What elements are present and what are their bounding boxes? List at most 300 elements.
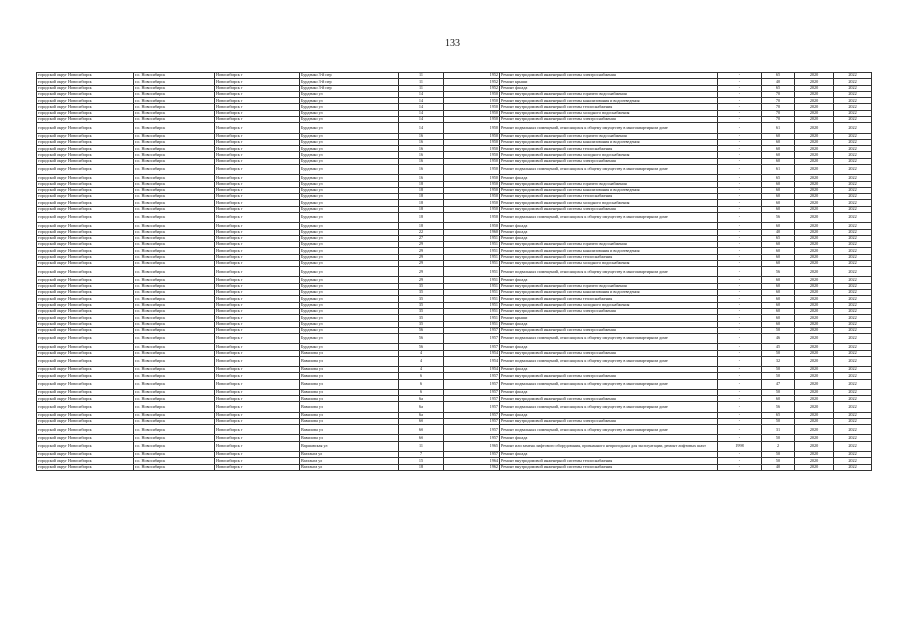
cell-work-type: Ремонт внутридомовой инженерной системы теплоснабжения	[500, 104, 718, 110]
cell-locality: Новосибирск г	[215, 334, 300, 344]
cell-locality: Новосибирск г	[215, 327, 300, 333]
cell-settlement: г.о. Новосибирск	[134, 441, 215, 451]
cell-quantity: -	[718, 321, 762, 327]
cell-district: городской округ Новосибирск	[37, 425, 134, 435]
cell-house: 14	[399, 123, 444, 133]
cell-locality: Новосибирск г	[215, 152, 300, 158]
cell-work-type: Ремонт внутридомовой инженерной системы горячего водоснабжения	[500, 283, 718, 289]
cell-locality: Новосибирск г	[215, 451, 300, 457]
cell-district: городской округ Новосибирск	[37, 91, 134, 97]
cell-district: городской округ Новосибирск	[37, 146, 134, 152]
cell-district: городской округ Новосибирск	[37, 302, 134, 308]
cell-street: Бурденко ул	[300, 200, 399, 206]
cell-year-end: 2022	[834, 344, 872, 350]
cell-district: городской округ Новосибирск	[37, 277, 134, 283]
cell-settlement: г.о. Новосибирск	[134, 458, 215, 464]
cell-street: Бурденко ул	[300, 277, 399, 283]
cell-work-type: Ремонт крыши	[500, 79, 718, 85]
capital-repair-table	[36, 72, 872, 471]
cell-year: 1952	[444, 85, 500, 91]
cell-year-end: 2022	[834, 367, 872, 373]
cell-year: 1950	[444, 133, 500, 139]
cell-quantity: -	[718, 133, 762, 139]
cell-locality: Новосибирск г	[215, 441, 300, 451]
cell-year: 1954	[444, 356, 500, 366]
cell-quantity: -	[718, 175, 762, 181]
cell-locality: Новосибирск г	[215, 458, 300, 464]
cell-cost: 65	[762, 412, 795, 418]
cell-district: городской округ Новосибирск	[37, 356, 134, 366]
cell-year: 1951	[444, 283, 500, 289]
cell-house: 4	[399, 367, 444, 373]
cell-settlement: г.о. Новосибирск	[134, 146, 215, 152]
cell-house: 6б	[399, 435, 444, 441]
cell-cost: 60	[762, 133, 795, 139]
cell-quantity: -	[718, 181, 762, 187]
cell-quantity: -	[718, 73, 762, 79]
cell-year-start: 2020	[795, 223, 834, 229]
cell-quantity: -	[718, 104, 762, 110]
cell-settlement: г.о. Новосибирск	[134, 133, 215, 139]
cell-house: 6	[399, 389, 444, 395]
cell-street: Вавилова ул	[300, 389, 399, 395]
cell-cost: 50	[762, 367, 795, 373]
cell-work-type: Ремонт фасада	[500, 367, 718, 373]
cell-settlement: г.о. Новосибирск	[134, 396, 215, 402]
cell-locality: Новосибирск г	[215, 418, 300, 424]
cell-quantity: -	[718, 308, 762, 314]
cell-year-start: 2020	[795, 308, 834, 314]
cell-cost: 60	[762, 146, 795, 152]
cell-year: 1950	[444, 187, 500, 193]
cell-cost: 70	[762, 110, 795, 116]
cell-quantity: -	[718, 373, 762, 379]
cell-street: Бурденко ул	[300, 194, 399, 200]
cell-quantity: -	[718, 194, 762, 200]
cell-year-start: 2020	[795, 85, 834, 91]
cell-year-end: 2022	[834, 302, 872, 308]
cell-locality: Новосибирск г	[215, 158, 300, 164]
cell-work-type: Ремонт подвальных помещений, относящихся к общему имуществу в многоквартирном доме	[500, 356, 718, 366]
cell-quantity: -	[718, 248, 762, 254]
cell-settlement: г.о. Новосибирск	[134, 181, 215, 187]
cell-house: 35	[399, 283, 444, 289]
cell-cost: 56	[762, 267, 795, 277]
cell-street: Бурденко ул	[300, 187, 399, 193]
cell-locality: Новосибирск г	[215, 379, 300, 389]
cell-settlement: г.о. Новосибирск	[134, 139, 215, 145]
cell-street: Бурденко ул	[300, 175, 399, 181]
cell-year: 1957	[444, 334, 500, 344]
cell-district: городской округ Новосибирск	[37, 117, 134, 123]
cell-street: Бурденко ул	[300, 315, 399, 321]
table-row	[37, 165, 872, 175]
cell-district: городской округ Новосибирск	[37, 367, 134, 373]
cell-house: 16	[399, 146, 444, 152]
cell-year-start: 2020	[795, 181, 834, 187]
cell-year-start: 2020	[795, 396, 834, 402]
cell-cost: 60	[762, 206, 795, 212]
cell-locality: Новосибирск г	[215, 229, 300, 235]
table-row	[37, 123, 872, 133]
cell-year-end: 2022	[834, 133, 872, 139]
cell-year-start: 2020	[795, 379, 834, 389]
cell-quantity: -	[718, 283, 762, 289]
cell-year-end: 2022	[834, 418, 872, 424]
cell-year-end: 2022	[834, 451, 872, 457]
cell-work-type: Ремонт фасада	[500, 389, 718, 395]
cell-locality: Новосибирск г	[215, 302, 300, 308]
cell-locality: Новосибирск г	[215, 308, 300, 314]
cell-year-end: 2022	[834, 435, 872, 441]
cell-work-type: Ремонт фасада	[500, 175, 718, 181]
cell-year: 1951	[444, 290, 500, 296]
cell-year: 1957	[444, 379, 500, 389]
cell-locality: Новосибирск г	[215, 194, 300, 200]
cell-cost: 50	[762, 327, 795, 333]
cell-house: 35	[399, 321, 444, 327]
cell-district: городской округ Новосибирск	[37, 396, 134, 402]
cell-work-type: Ремонт внутридомовой инженерной системы теплоснабжения	[500, 296, 718, 302]
cell-cost: 60	[762, 396, 795, 402]
cell-year-end: 2022	[834, 98, 872, 104]
cell-quantity: -	[718, 235, 762, 241]
cell-house: 6б	[399, 425, 444, 435]
cell-cost: 2	[762, 441, 795, 451]
cell-cost: 60	[762, 158, 795, 164]
cell-cost: 40	[762, 79, 795, 85]
cell-year-start: 2020	[795, 277, 834, 283]
cell-settlement: г.о. Новосибирск	[134, 350, 215, 356]
cell-settlement: г.о. Новосибирск	[134, 104, 215, 110]
cell-locality: Новосибирск г	[215, 321, 300, 327]
table-row	[37, 356, 872, 366]
cell-cost: 46	[762, 334, 795, 344]
cell-year-start: 2020	[795, 139, 834, 145]
cell-year-end: 2022	[834, 194, 872, 200]
cell-settlement: г.о. Новосибирск	[134, 175, 215, 181]
cell-district: городской округ Новосибирск	[37, 223, 134, 229]
cell-district: городской округ Новосибирск	[37, 187, 134, 193]
cell-year: 1952	[444, 79, 500, 85]
cell-quantity: -	[718, 435, 762, 441]
cell-work-type: Ремонт внутридомовой инженерной системы канализования и водоотведения	[500, 98, 718, 104]
cell-quantity: -	[718, 389, 762, 395]
cell-year-start: 2020	[795, 110, 834, 116]
cell-work-type: Ремонт внутридомовой инженерной системы холодного водоснабжения	[500, 152, 718, 158]
cell-district: городской округ Новосибирск	[37, 441, 134, 451]
cell-locality: Новосибирск г	[215, 367, 300, 373]
cell-work-type: Ремонт фасада	[500, 451, 718, 457]
cell-year-start: 2020	[795, 356, 834, 366]
cell-year-start: 2020	[795, 425, 834, 435]
cell-year: 1950	[444, 146, 500, 152]
cell-work-type: Ремонт фасада	[500, 321, 718, 327]
cell-year-start: 2020	[795, 200, 834, 206]
cell-work-type: Ремонт фасада	[500, 85, 718, 91]
cell-year-end: 2022	[834, 396, 872, 402]
cell-quantity: -	[718, 464, 762, 470]
cell-year-start: 2020	[795, 302, 834, 308]
cell-street: Вавилова ул	[300, 379, 399, 389]
cell-cost: 47	[762, 379, 795, 389]
cell-district: городской округ Новосибирск	[37, 181, 134, 187]
cell-quantity: -	[718, 242, 762, 248]
cell-locality: Новосибирск г	[215, 200, 300, 206]
cell-house: 6	[399, 373, 444, 379]
table-row	[37, 379, 872, 389]
cell-cost: 65	[762, 73, 795, 79]
cell-work-type: Ремонт подвальных помещений, относящихся к общему имуществу в многоквартирном доме	[500, 334, 718, 344]
cell-quantity: -	[718, 152, 762, 158]
cell-settlement: г.о. Новосибирск	[134, 242, 215, 248]
cell-year: 1954	[444, 367, 500, 373]
cell-street: Бурденко ул	[300, 235, 399, 241]
cell-work-type: Ремонт подвальных помещений, относящихся к общему имуществу в многоквартирном доме	[500, 379, 718, 389]
cell-work-type: Ремонт внутридомовой инженерной системы канализования и водоотведения	[500, 187, 718, 193]
cell-year: 1950	[444, 152, 500, 158]
cell-quantity: -	[718, 117, 762, 123]
cell-locality: Новосибирск г	[215, 165, 300, 175]
cell-district: городской округ Новосибирск	[37, 235, 134, 241]
cell-district: городской округ Новосибирск	[37, 104, 134, 110]
cell-year-end: 2022	[834, 248, 872, 254]
cell-quantity: -	[718, 206, 762, 212]
cell-quantity: -	[718, 350, 762, 356]
cell-locality: Новосибирск г	[215, 117, 300, 123]
cell-year-end: 2022	[834, 321, 872, 327]
cell-year: 1951	[444, 302, 500, 308]
cell-settlement: г.о. Новосибирск	[134, 321, 215, 327]
cell-house: 16	[399, 133, 444, 139]
cell-settlement: г.о. Новосибирск	[134, 425, 215, 435]
cell-quantity: -	[718, 98, 762, 104]
cell-house: 7	[399, 451, 444, 457]
cell-cost: 45	[762, 344, 795, 350]
cell-settlement: г.о. Новосибирск	[134, 267, 215, 277]
cell-cost: 60	[762, 277, 795, 283]
cell-year-end: 2022	[834, 425, 872, 435]
cell-district: городской округ Новосибирск	[37, 315, 134, 321]
cell-house: 16	[399, 165, 444, 175]
cell-year-start: 2020	[795, 206, 834, 212]
cell-year: 1951	[444, 267, 500, 277]
cell-year-end: 2022	[834, 91, 872, 97]
cell-year-end: 2022	[834, 79, 872, 85]
cell-cost: 60	[762, 187, 795, 193]
cell-street: Вавилова ул	[300, 373, 399, 379]
cell-year: 1957	[444, 435, 500, 441]
cell-year: 1950	[444, 98, 500, 104]
cell-locality: Новосибирск г	[215, 260, 300, 266]
cell-work-type: Ремонт фасада	[500, 344, 718, 350]
cell-settlement: г.о. Новосибирск	[134, 389, 215, 395]
cell-locality: Новосибирск г	[215, 98, 300, 104]
cell-work-type: Ремонт фасада	[500, 223, 718, 229]
cell-house: 18	[399, 194, 444, 200]
cell-street: Бурденко ул	[300, 139, 399, 145]
cell-work-type: Ремонт внутридомовой инженерной системы горячего водоснабжения	[500, 242, 718, 248]
cell-locality: Новосибирск г	[215, 91, 300, 97]
cell-locality: Новосибирск г	[215, 396, 300, 402]
cell-street: Бурденко ул	[300, 206, 399, 212]
cell-house: 18	[399, 213, 444, 223]
cell-settlement: г.о. Новосибирск	[134, 464, 215, 470]
cell-house: 6б	[399, 418, 444, 424]
cell-year-start: 2020	[795, 464, 834, 470]
cell-cost: 60	[762, 260, 795, 266]
cell-house: 27	[399, 235, 444, 241]
cell-year-start: 2020	[795, 79, 834, 85]
cell-work-type: Ремонт внутридомовой инженерной системы холодного водоснабжения	[500, 110, 718, 116]
cell-settlement: г.о. Новосибирск	[134, 123, 215, 133]
cell-year-end: 2022	[834, 200, 872, 206]
cell-quantity: -	[718, 302, 762, 308]
cell-house: 6а	[399, 396, 444, 402]
cell-street: Вавилова ул	[300, 367, 399, 373]
cell-locality: Новосибирск г	[215, 344, 300, 350]
cell-district: городской округ Новосибирск	[37, 402, 134, 412]
cell-quantity: -	[718, 396, 762, 402]
cell-district: городской округ Новосибирск	[37, 260, 134, 266]
cell-work-type: Ремонт внутридомовой инженерной системы теплоснабжения	[500, 464, 718, 470]
cell-house: 35	[399, 315, 444, 321]
cell-year-end: 2022	[834, 117, 872, 123]
cell-house: 14	[399, 117, 444, 123]
cell-cost: 60	[762, 139, 795, 145]
cell-settlement: г.о. Новосибирск	[134, 235, 215, 241]
cell-district: городской округ Новосибирск	[37, 213, 134, 223]
cell-year: 1957	[444, 373, 500, 379]
cell-year-start: 2020	[795, 435, 834, 441]
cell-work-type: Ремонт внутридомовой инженерной системы холодного водоснабжения	[500, 200, 718, 206]
cell-locality: Новосибирск г	[215, 110, 300, 116]
table-row	[37, 402, 872, 412]
cell-district: городской округ Новосибирск	[37, 206, 134, 212]
cell-year: 1950	[444, 139, 500, 145]
cell-street: Вахтанга ул	[300, 451, 399, 457]
cell-district: городской округ Новосибирск	[37, 435, 134, 441]
cell-year-start: 2020	[795, 373, 834, 379]
cell-locality: Новосибирск г	[215, 248, 300, 254]
cell-year-start: 2020	[795, 296, 834, 302]
cell-work-type: Ремонт внутридомовой инженерной системы теплоснабжения	[500, 194, 718, 200]
cell-year-end: 2022	[834, 85, 872, 91]
cell-street: Бурденко ул	[300, 248, 399, 254]
cell-settlement: г.о. Новосибирск	[134, 254, 215, 260]
cell-settlement: г.о. Новосибирск	[134, 308, 215, 314]
cell-street: Бурденко ул	[300, 302, 399, 308]
cell-year: 1950	[444, 110, 500, 116]
cell-quantity: -	[718, 425, 762, 435]
cell-locality: Новосибирск г	[215, 175, 300, 181]
table-row	[37, 213, 872, 223]
cell-work-type: Ремонт внутридомовой инженерной системы канализования и водоотведения	[500, 248, 718, 254]
cell-street: Вавилова ул	[300, 435, 399, 441]
cell-cost: 60	[762, 315, 795, 321]
cell-quantity: -	[718, 458, 762, 464]
cell-cost: 60	[762, 194, 795, 200]
cell-work-type: Ремонт внутридомовой инженерной системы теплоснабжения	[500, 254, 718, 260]
cell-year: 1950	[444, 213, 500, 223]
cell-quantity: -	[718, 213, 762, 223]
cell-year-end: 2022	[834, 104, 872, 110]
cell-year-start: 2020	[795, 315, 834, 321]
cell-year-end: 2022	[834, 260, 872, 266]
cell-settlement: г.о. Новосибирск	[134, 283, 215, 289]
cell-quantity: -	[718, 123, 762, 133]
cell-cost: 56	[762, 213, 795, 223]
cell-year-start: 2020	[795, 290, 834, 296]
cell-quantity: -	[718, 254, 762, 260]
cell-settlement: г.о. Новосибирск	[134, 117, 215, 123]
cell-district: городской округ Новосибирск	[37, 451, 134, 457]
cell-cost: 60	[762, 248, 795, 254]
cell-street: Вавилова ул	[300, 412, 399, 418]
cell-work-type: Ремонт внутридомовой инженерной системы электроснабжения	[500, 158, 718, 164]
cell-cost: 60	[762, 321, 795, 327]
cell-street: Бурденко ул	[300, 327, 399, 333]
cell-quantity: -	[718, 158, 762, 164]
cell-quantity: -	[718, 334, 762, 344]
cell-locality: Новосибирск г	[215, 206, 300, 212]
cell-house: 14	[399, 110, 444, 116]
cell-year: 1950	[444, 223, 500, 229]
cell-district: городской округ Новосибирск	[37, 418, 134, 424]
cell-district: городской округ Новосибирск	[37, 458, 134, 464]
cell-cost: 60	[762, 302, 795, 308]
cell-year: 1964	[444, 458, 500, 464]
cell-settlement: г.о. Новосибирск	[134, 85, 215, 91]
cell-quantity: -	[718, 315, 762, 321]
cell-work-type: Ремонт внутридомовой инженерной системы холодного водоснабжения	[500, 260, 718, 266]
cell-year: 1957	[444, 412, 500, 418]
cell-street: Бурденко 3-й пер	[300, 73, 399, 79]
cell-year: 1950	[444, 123, 500, 133]
cell-year: 1951	[444, 277, 500, 283]
cell-locality: Новосибирск г	[215, 425, 300, 435]
cell-street: Бурденко ул	[300, 123, 399, 133]
cell-work-type: Ремонт фасада	[500, 435, 718, 441]
cell-district: городской округ Новосибирск	[37, 412, 134, 418]
cell-year-start: 2020	[795, 242, 834, 248]
cell-locality: Новосибирск г	[215, 123, 300, 133]
cell-cost: 60	[762, 223, 795, 229]
cell-street: Вавилова ул	[300, 356, 399, 366]
cell-locality: Новосибирск г	[215, 146, 300, 152]
cell-year-start: 2020	[795, 254, 834, 260]
cell-year-start: 2020	[795, 350, 834, 356]
cell-year-start: 2020	[795, 458, 834, 464]
cell-year-end: 2022	[834, 379, 872, 389]
cell-year: 1951	[444, 315, 500, 321]
cell-year-start: 2020	[795, 194, 834, 200]
cell-settlement: г.о. Новосибирск	[134, 260, 215, 266]
cell-quantity: 1998	[718, 441, 762, 451]
cell-locality: Новосибирск г	[215, 315, 300, 321]
cell-settlement: г.о. Новосибирск	[134, 315, 215, 321]
cell-year-end: 2022	[834, 175, 872, 181]
cell-locality: Новосибирск г	[215, 412, 300, 418]
cell-quantity: -	[718, 367, 762, 373]
cell-settlement: г.о. Новосибирск	[134, 73, 215, 79]
cell-street: Вахтанга ул	[300, 464, 399, 470]
cell-year-end: 2022	[834, 229, 872, 235]
cell-year-start: 2020	[795, 402, 834, 412]
cell-quantity: -	[718, 327, 762, 333]
cell-house: 29	[399, 254, 444, 260]
cell-work-type: Ремонт внутридомовой инженерной системы электроснабжения	[500, 350, 718, 356]
